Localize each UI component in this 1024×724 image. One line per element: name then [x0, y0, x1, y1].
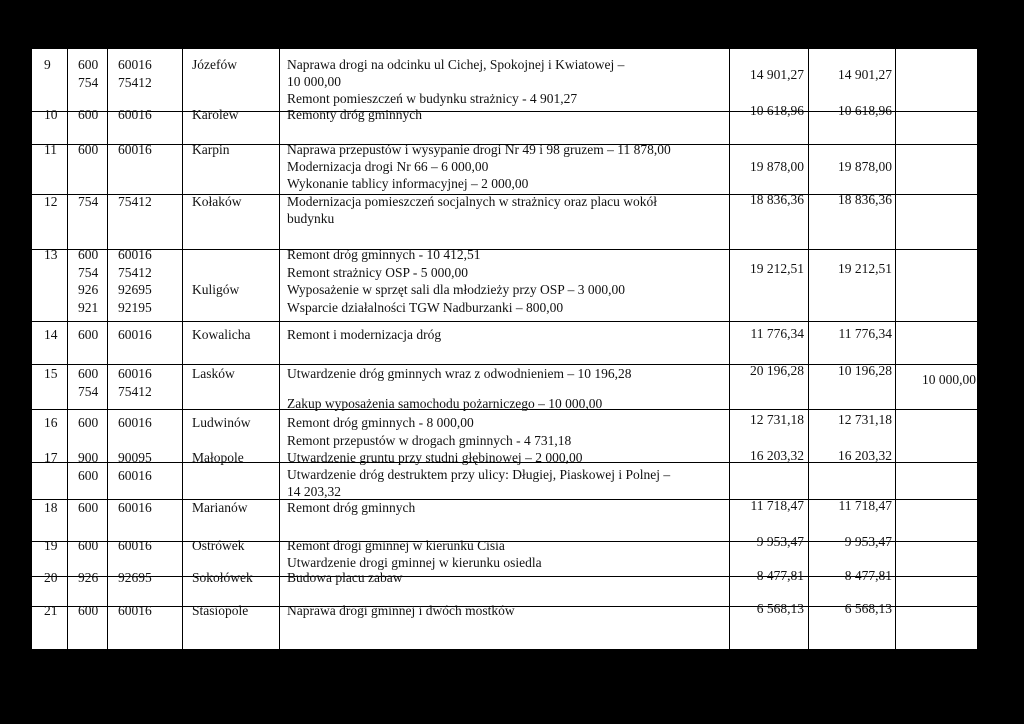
execution-amount: 18 836,36: [838, 192, 892, 207]
plan-amount: 20 196,28: [750, 363, 804, 378]
column-divider: [279, 49, 280, 649]
solectwo-name: Lasków: [192, 366, 235, 381]
plan-amount: 10 618,96: [750, 103, 804, 118]
rozdzial-code: 60016: [118, 603, 152, 618]
rozdzial-code: 60016: [118, 327, 152, 342]
execution-amount: 11 718,47: [838, 498, 892, 513]
dzial-code: 600: [78, 247, 99, 262]
task-description: Remont dróg gminnych - 8 000,00: [287, 415, 474, 430]
task-description: Budowa placu zabaw: [287, 570, 403, 585]
dzial-code: 600: [78, 467, 99, 483]
solectwo-name: Józefów: [192, 57, 237, 72]
solectwo-name: Kuligów: [192, 282, 240, 297]
rozdzial-code: 60016: [118, 538, 152, 553]
task-description: Modernizacja drogi Nr 66 – 6 000,00: [287, 159, 489, 174]
rozdzial-code: 60016: [118, 142, 152, 157]
rozdzial-code: 60016: [118, 415, 152, 430]
dzial-code: 600: [78, 57, 99, 72]
column-divider: [808, 49, 809, 649]
dzial-code: 600: [78, 415, 99, 430]
rozdzial-code: 75412: [118, 264, 152, 280]
row-number: 17: [44, 450, 58, 465]
task-description: Naprawa przepustów i wysypanie drogi Nr 49 i 98 gruzem – 11 878,00: [287, 142, 671, 157]
rozdzial-code: 60016: [118, 366, 152, 381]
dzial-code: 926: [78, 282, 99, 297]
column-divider: [729, 49, 730, 649]
task-description: Naprawa drogi na odcinku ul Cichej, Spokojnej i Kwiatowej –: [287, 57, 625, 72]
solectwo-name: Karpin: [192, 142, 230, 157]
row-number: 19: [44, 538, 58, 553]
rozdzial-code: 60016: [118, 500, 152, 515]
rozdzial-code: 92695: [118, 570, 152, 585]
execution-amount: 16 203,32: [838, 448, 892, 463]
row-number: 10: [44, 107, 58, 122]
plan-amount: 11 718,47: [750, 498, 804, 513]
row-number: 21: [44, 603, 58, 618]
task-description: Utwardzenie gruntu przy studni głębinowej – 2 000,00: [287, 450, 583, 465]
row-divider: [32, 249, 977, 250]
rozdzial-code: 75412: [118, 74, 152, 90]
execution-amount: 12 731,18: [838, 412, 892, 427]
task-description: Wsparcie działalności TGW Nadburzanki – 800,00: [287, 299, 564, 315]
task-description: Remont pomieszczeń w budynku strażnicy - 4 901,27: [287, 91, 578, 106]
scanned-document-page: [31, 48, 978, 650]
row-number: 16: [44, 415, 58, 430]
solectwo-name: Sokołówek: [192, 570, 253, 585]
solectwo-name: Kołaków: [192, 194, 242, 209]
plan-amount: 8 477,81: [756, 568, 804, 583]
task-description: Naprawa drogi gminnej i dwóch mostków: [287, 603, 515, 618]
row-number: 12: [44, 194, 58, 209]
column-divider: [182, 49, 183, 649]
dzial-code: 926: [78, 570, 99, 585]
dzial-code: 600: [78, 107, 99, 122]
row-number: 13: [44, 247, 58, 262]
execution-amount: 10 196,28: [838, 363, 892, 378]
task-description: Wyposażenie w sprzęt sali dla młodzieży przy OSP – 3 000,00: [287, 282, 625, 297]
rozdzial-code: 60016: [118, 107, 152, 122]
plan-amount: 11 776,34: [750, 326, 804, 341]
column-divider: [67, 49, 68, 649]
solectwo-name: Karolew: [192, 107, 239, 122]
dzial-code: 600: [78, 603, 99, 618]
execution-amount: 19 878,00: [838, 159, 892, 174]
row-number: 20: [44, 570, 58, 585]
execution-amount: 19 212,51: [838, 261, 892, 276]
task-description: Remont dróg gminnych: [287, 500, 416, 515]
task-description: Modernizacja pomieszczeń socjalnych w strażnicy oraz placu wokół: [287, 194, 657, 209]
task-description: Wykonanie tablicy informacyjnej – 2 000,00: [287, 176, 529, 191]
column-divider: [107, 49, 108, 649]
plan-amount: 19 212,51: [750, 261, 804, 276]
plan-amount: 6 568,13: [756, 601, 804, 616]
solectwo-name: Ostrówek: [192, 538, 245, 553]
row-number: 18: [44, 500, 58, 515]
row-number: 9: [44, 57, 51, 72]
task-description: budynku: [287, 211, 335, 226]
rozdzial-code: 92195: [118, 299, 152, 315]
dzial-code: 900: [78, 450, 99, 465]
execution-amount: 14 901,27: [838, 67, 892, 82]
task-description: Remont drogi gminnej w kierunku Cisia: [287, 538, 505, 553]
execution-amount: 9 953,47: [844, 534, 892, 549]
solectwo-name: Kowalicha: [192, 327, 251, 342]
solectwo-name: Ludwinów: [192, 415, 251, 430]
row-number: 14: [44, 327, 58, 342]
task-description: 14 203,32: [287, 484, 341, 499]
plan-amount: 14 901,27: [750, 67, 804, 82]
dzial-code: 754: [78, 264, 99, 280]
dzial-code: 600: [78, 500, 99, 515]
task-description: Utwardzenie dróg destruktem przy ulicy: Długiej, Piaskowej i Polnej –: [287, 467, 671, 482]
task-description: Remont dróg gminnych - 10 412,51: [287, 247, 481, 262]
task-description: Remont strażnicy OSP - 5 000,00: [287, 264, 468, 280]
solectwo-name: Marianów: [192, 500, 248, 515]
dzial-code: 754: [78, 383, 99, 399]
dzial-code: 600: [78, 538, 99, 553]
dzial-code: 600: [78, 366, 99, 381]
rozdzial-code: 90095: [118, 450, 152, 465]
rozdzial-code: 75412: [118, 194, 152, 209]
plan-amount: 12 731,18: [750, 412, 804, 427]
task-description: Remonty dróg gminnych: [287, 107, 422, 122]
task-description: Remont i modernizacja dróg: [287, 327, 442, 342]
execution-amount: 6 568,13: [844, 601, 892, 616]
execution-amount: 10 618,96: [838, 103, 892, 118]
rozdzial-code: 60016: [118, 57, 152, 72]
task-description: Zakup wyposażenia samochodu pożarniczego – 10 000,00: [287, 396, 603, 411]
task-description: 10 000,00: [287, 74, 341, 89]
remarks-amount: 10 000,00: [922, 372, 976, 387]
rozdzial-code: 92695: [118, 282, 152, 297]
execution-amount: 8 477,81: [844, 568, 892, 583]
rozdzial-code: 75412: [118, 383, 152, 399]
solectwo-name: Stasiopole: [192, 603, 249, 618]
rozdzial-code: 60016: [118, 247, 152, 262]
plan-amount: 18 836,36: [750, 192, 804, 207]
dzial-code: 600: [78, 327, 99, 342]
row-number: 15: [44, 366, 58, 381]
task-description: Utwardzenie dróg gminnych wraz z odwodnieniem – 10 196,28: [287, 366, 632, 381]
plan-amount: 19 878,00: [750, 159, 804, 174]
dzial-code: 754: [78, 74, 99, 90]
dzial-code: 754: [78, 194, 99, 209]
column-divider: [895, 49, 896, 649]
execution-amount: 11 776,34: [838, 326, 892, 341]
rozdzial-code: 60016: [118, 467, 152, 483]
plan-amount: 9 953,47: [756, 534, 804, 549]
task-description: Remont przepustów w drogach gminnych - 4 731,18: [287, 433, 572, 448]
row-number: 11: [44, 142, 57, 157]
dzial-code: 921: [78, 299, 99, 315]
solectwo-name: Małopole: [192, 450, 244, 465]
row-divider: [32, 321, 977, 322]
task-description: Utwardzenie drogi gminnej w kierunku osiedla: [287, 555, 542, 570]
plan-amount: 16 203,32: [750, 448, 804, 463]
dzial-code: 600: [78, 142, 99, 157]
